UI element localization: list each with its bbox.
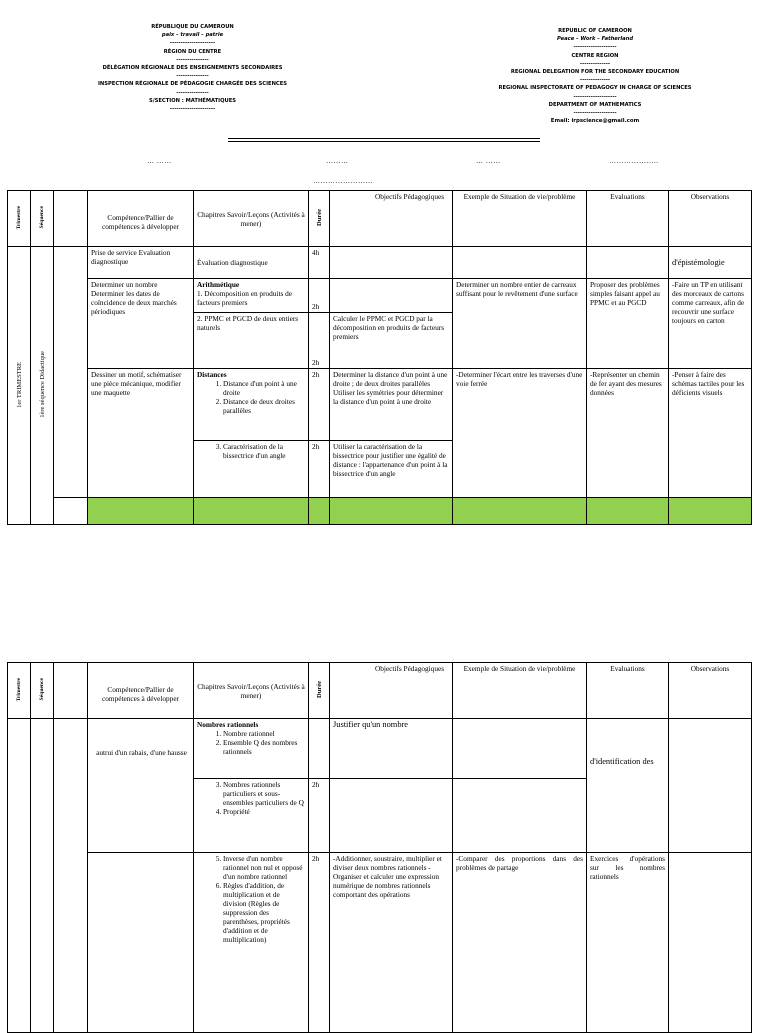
sequence-cell [31, 719, 54, 1033]
divider [228, 138, 540, 139]
dotted-field: … …… [476, 157, 501, 165]
duree-cell: 2h [309, 779, 330, 853]
column-header-trimestre: Trimestre [8, 191, 31, 247]
evaluation-cell: -Représenter un chemin de fer ayant des mesures données [587, 369, 669, 498]
divider [228, 141, 540, 142]
column-header-chapitres: Chapitres Savoir/Leçons (Activités à mener) [194, 663, 309, 719]
header-right-line: REGIONAL INSPECTORATE OF PEDAGOGY IN CHARGE OF SCIENCES [498, 85, 692, 92]
observation-cell: d'épistémologie [669, 247, 752, 279]
empty-cell [330, 498, 453, 525]
chapitre-cell: 2. PPMC et PGCD de deux entiers naturels [194, 313, 309, 369]
chapitre-cell [194, 779, 309, 853]
objectif-cell [330, 779, 453, 853]
table-row-highlight [8, 498, 752, 525]
chapitre-item: 2. Distance de deux droites parallèles [223, 397, 305, 415]
empty-header-cell [54, 191, 88, 247]
header-left-line: RÉPUBLIQUE DU CAMEROUN [151, 24, 234, 30]
column-header-competence: Compétence/Pallier de compétences à développer [88, 191, 194, 247]
evaluation-cell: Proposer des problèmes simples faisant appel au PPMC et au PGCD [587, 279, 669, 369]
header-left-line: paix – travail – patrie [161, 32, 224, 39]
chapitre-item: 3. Nombres rationnels particuliers et sous-ensembles particuliers de Q [223, 780, 305, 807]
header-right [450, 27, 740, 125]
objectif-cell: -Additionner, soustraire, multiplier et diviser deux nombres rationnels -Organiser et calculer une expression numérique de nombres rationnels comportant des opérations [330, 853, 453, 1033]
objectif-cell: Justifier qu'un nombre [330, 719, 453, 779]
progression-table-2 [7, 662, 752, 1033]
header-left-line: --------------- [176, 73, 209, 80]
empty-cell [54, 498, 88, 525]
situation-cell [453, 779, 587, 853]
chapitre-cell: Évaluation diagnostique [194, 247, 309, 279]
header-right-line: -------------- [579, 77, 611, 84]
chapitre-cell [194, 279, 309, 313]
column-header-evaluations: Evaluations [587, 191, 669, 247]
duree-cell: 2h [309, 313, 330, 369]
empty-cell [194, 498, 309, 525]
objectif-cell [330, 247, 453, 279]
table-row [8, 247, 752, 279]
header-left-line: --------------------- [169, 106, 216, 113]
empty-cell [669, 498, 752, 525]
empty-cell [453, 498, 587, 525]
header-right-line: CENTRE REGION [571, 52, 619, 59]
chapitre-item: 1. Nombre rationnel [223, 729, 305, 738]
objectif-cell: Utiliser la caractérisation de la bissectrice pour justifier une égalité de distance : l'appartenance d'un point à la bissectrice d'un angle [330, 441, 453, 498]
table-row [8, 719, 752, 779]
column-header-objectifs: Objectifs Pédagogiques [330, 191, 453, 247]
competence-text: autrui d'un rabais, d'une hausse [96, 748, 187, 757]
header-left [60, 23, 325, 113]
header-right-line: REGIONAL DELEGATION FOR THE SECONDARY EDUCATION [510, 69, 680, 76]
evaluation-cell: Exercices d'opérations sur les nombres rationnels [587, 853, 669, 1033]
situation-cell: -Determiner l'écart entre les traverses d'une voie ferrée [453, 369, 587, 498]
column-header-duree: Durée [309, 191, 330, 247]
competence-cell [88, 719, 194, 853]
column-header-trimestre: Trimestre [8, 663, 31, 719]
header-left-line: S/SECTION : MATHÉMATIQUES [149, 97, 236, 104]
empty-header-cell [54, 663, 88, 719]
competence-cell: Dessiner un motif, schématiser une pièce mécanique, modifier une maquette [88, 369, 194, 498]
sequence-cell: 1ère séquence Didactique [31, 247, 54, 525]
chapitre-item: 2. Ensemble Q des nombres rationnels [223, 738, 305, 756]
observation-cell [669, 853, 752, 1033]
objectif-cell: Calculer le PPMC et PGCD par la décomposition en produits de facteurs premiers [330, 313, 453, 369]
column-header-observations: Observations [669, 191, 752, 247]
header-left-line: INSPECTION RÉGIONALE DE PÉDAGOGIE CHARGÉE DES SCIENCES [97, 81, 287, 88]
table-row [8, 369, 752, 441]
header-right-line: -------------------- [573, 93, 617, 100]
column-header-evaluations: Evaluations [587, 663, 669, 719]
column-header-chapitres: Chapitres Savoir/Leçons (Activités à mener) [194, 191, 309, 247]
objectif-cell [330, 279, 453, 313]
dotted-field: ……………….. [609, 157, 659, 165]
column-header-objectifs: Objectifs Pédagogiques [330, 663, 453, 719]
chapitre-item: 6. Règles d'addition, de multiplication et de division (Règles de suppression des parenthèses, propriétés d'addition et de multiplication) [223, 881, 305, 944]
trimestre-cell: 1er TRIMESTRE [8, 247, 31, 525]
empty-cell [88, 498, 194, 525]
column-header-duree: Durée [309, 663, 330, 719]
chapitre-title: Distances [197, 370, 227, 379]
situation-cell [453, 247, 587, 279]
header-left-line: --------------- [176, 56, 209, 63]
chapitre-cell [194, 853, 309, 1033]
duree-cell: 2h [309, 369, 330, 441]
table-header-row [8, 191, 752, 247]
header-right-line: Peace – Work – Fatherland [556, 36, 634, 43]
chapitre-item: 4. Propriété [223, 807, 305, 816]
header-right-line: REPUBLIC OF CAMEROON [558, 28, 632, 34]
observation-cell: -Faire un TP en utilisant des morceaux de cartons comme carreaux, afin de recouvrir une surface toujours en carton [669, 279, 752, 369]
situation-cell: -Comparer des proportions dans des problèmes de partage [453, 853, 587, 1033]
observation-cell [669, 719, 752, 853]
duree-cell: 2h [309, 853, 330, 1033]
email-line: Email: irpscience@gmail.com [550, 118, 640, 125]
table-row [8, 853, 752, 1033]
header-right-line: -------------------- [573, 110, 617, 117]
situation-cell: Determiner un nombre entier de carreaux suffisant pour le revêtement d'une surface [453, 279, 587, 369]
duree-cell: 4h [309, 247, 330, 279]
chapitre-item: 1. Distance d'un point à une droite [223, 379, 305, 397]
empty-cell [54, 247, 88, 498]
trimestre-cell [8, 719, 31, 1033]
empty-cell [587, 498, 669, 525]
column-header-situation: Exemple de Situation de vie/problème [453, 663, 587, 719]
header-right-line: -------------------- [573, 44, 617, 51]
column-header-situation: Exemple de Situation de vie/problème [453, 191, 587, 247]
observation-cell: -Penser à faire des schémas tactiles pour les déficients visuels [669, 369, 752, 498]
evaluation-cell [587, 247, 669, 279]
table-header-row [8, 663, 752, 719]
competence-cell: Determiner un nombre Determiner les dates de coïncidence de deux marchés périodiques [88, 279, 194, 369]
chapitre-cell [194, 369, 309, 441]
empty-cell [309, 498, 330, 525]
chapitre-item: 5. Inverse d'un nombre rationnel non nul et opposé d'un nombre rationnel [223, 854, 305, 881]
header-right-line: -------------- [579, 60, 611, 67]
chapitre-item: 1. Décomposition en produits de facteurs premiers [197, 289, 293, 307]
progression-table-1 [7, 190, 752, 525]
duree-cell: 2h [309, 441, 330, 498]
duree-cell: 2h [309, 279, 330, 313]
chapitre-item: 3. Caractérisation de la bissectrice d'un angle [223, 442, 305, 460]
header-right-line: DEPARTMENT OF MATHEMATICS [548, 101, 642, 108]
chapitre-cell [194, 719, 309, 779]
column-header-sequence: Séquence [31, 191, 54, 247]
objectif-cell: Determiner la distance d'un point à une droite ; de deux droites parallèles Utiliser les symétries pour déterminer la distance d'un point à une droite [330, 369, 453, 441]
column-header-sequence: Séquence [31, 663, 54, 719]
evaluation-cell: d'identification des [587, 719, 669, 853]
header-left-line: DÉLÉGATION RÉGIONALE DES ENSEIGNEMENTS SECONDAIRES [102, 65, 283, 72]
column-header-competence: Compétence/Pallier de compétences à développer [88, 663, 194, 719]
competence-cell: Prise de service Evaluation diagnostique [88, 247, 194, 279]
table-row [8, 279, 752, 313]
header-left-line: RÉGION DU CENTRE [163, 48, 222, 55]
chapitre-cell [194, 441, 309, 498]
chapitre-title: Nombres rationnels [197, 720, 259, 729]
empty-cell [54, 719, 88, 1033]
dotted-field: …………………… [313, 177, 373, 185]
dotted-field: ……… [326, 157, 349, 165]
duree-cell [309, 719, 330, 779]
competence-cell [88, 853, 194, 1033]
header-left-line: --------------------- [169, 40, 216, 47]
dotted-field: … …… [147, 157, 172, 165]
chapitre-title: Arithmétique [197, 280, 240, 289]
column-header-observations: Observations [669, 663, 752, 719]
situation-cell [453, 719, 587, 779]
header-left-line: --------------- [176, 89, 209, 96]
